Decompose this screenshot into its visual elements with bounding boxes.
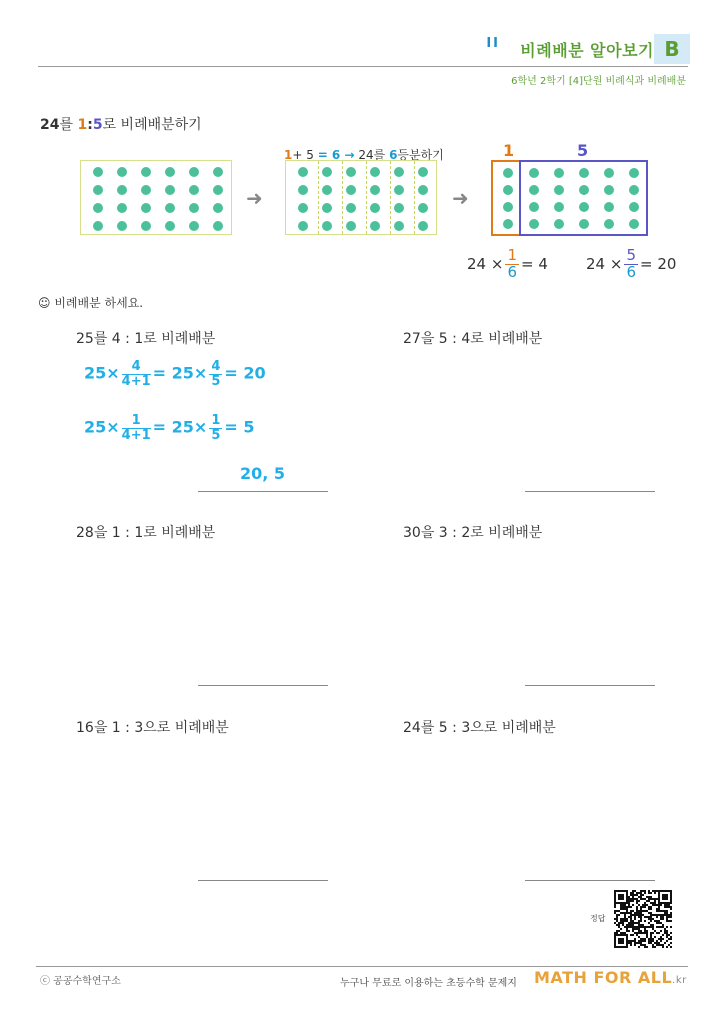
dot [394,221,404,231]
w2-mid: = 25× [152,417,208,437]
worked-line-2 [84,414,254,442]
column-divider [414,161,415,234]
dot [213,203,223,213]
dot [629,168,639,178]
dot [394,203,404,213]
dot-grid-split [285,160,437,235]
dot [141,221,151,231]
dot [93,203,103,213]
dot [189,167,199,177]
w1-n1: 4 [122,360,151,375]
dot [529,168,539,178]
dot [346,203,356,213]
column-divider [366,161,367,234]
formula2-rhs: = 20 [639,254,677,273]
w2-d2: 5 [211,427,221,443]
dot [579,202,589,212]
dot [604,185,614,195]
dot [165,221,175,231]
header-mark: II [486,36,500,51]
dot [604,219,614,229]
intro-a: 1 [77,117,88,133]
dot [529,219,539,229]
dot [298,221,308,231]
logo-suffix: .kr [672,975,687,986]
caption-six: 6 [389,148,398,162]
problem-1: 25를 4 : 1로 비례배분 [76,331,216,347]
w1-a: 25× [84,363,120,383]
column-divider [318,161,319,234]
footer-tagline: 누구나 무료로 이용하는 초등수학 문제지 [340,978,517,989]
fraction [122,414,151,442]
dot [370,167,380,177]
dot [165,167,175,177]
w2-a: 25× [84,417,120,437]
dot [346,167,356,177]
dot [93,221,103,231]
fraction [122,360,151,388]
dot [579,168,589,178]
formula1-den: 6 [507,262,517,281]
header-divider [38,66,688,67]
arrow-right-icon: ➜ [246,186,263,210]
dot [579,185,589,195]
level-badge: B [654,34,690,64]
dot [503,202,513,212]
page-subtitle: 6학년 2학기 [4]단원 비례식과 비례배분 [511,76,686,87]
answer-line-3[interactable] [198,685,328,686]
instruction: ☺ 비례배분 하세요. [38,296,144,310]
fraction [505,248,519,281]
intro-heading [40,114,202,134]
dot [322,203,332,213]
qr-code-icon[interactable] [614,890,672,948]
worked-line-1 [84,360,266,388]
caption-a: 1 [284,148,293,162]
dot [418,185,428,195]
dot [117,203,127,213]
fraction [209,414,222,442]
formula-part-one [467,248,548,281]
intro-colon: : [87,117,93,133]
page-title: 비례배분 알아보기 [520,41,654,60]
dot [93,185,103,195]
part-five-label: 5 [577,141,589,160]
dot [298,185,308,195]
intro-suffix: 로 비례배분하기 [102,117,202,133]
caption-plus: + 5 [292,148,314,162]
caption-eq: = 6 → [317,148,355,162]
dot [554,219,564,229]
intro-total: 24 [40,117,60,133]
dot [418,203,428,213]
dot [394,185,404,195]
formula-part-five [586,248,676,281]
problem-5: 16을 1 : 3으로 비례배분 [76,720,229,736]
caption-mid: 를 [373,148,386,162]
fraction [209,360,222,388]
dot-grid-full [80,160,232,235]
w2-d1: 4+1 [121,427,151,443]
dot [370,203,380,213]
dot [418,167,428,177]
dot [503,168,513,178]
dot [554,202,564,212]
dot [503,219,513,229]
dot [298,203,308,213]
part-one-label: 1 [503,141,515,160]
dot [141,185,151,195]
intro-particle: 를 [59,117,74,133]
dot [298,167,308,177]
w1-d1: 4+1 [121,373,151,389]
dot [189,221,199,231]
dot [117,167,127,177]
part-one-box [491,160,521,236]
qr-label: 정답 [590,914,606,923]
dot [346,185,356,195]
w2-n1: 1 [122,414,151,429]
answer-line-2[interactable] [525,491,655,492]
formula2-lhs: 24 × [586,254,623,273]
dot [189,185,199,195]
dot [213,167,223,177]
dot [604,168,614,178]
problem-6: 24를 5 : 3으로 비례배분 [403,720,556,736]
answer-line-4[interactable] [525,685,655,686]
formula2-num: 5 [626,246,636,264]
dot [117,185,127,195]
dot [346,221,356,231]
answer-line-1[interactable] [198,491,328,492]
w2-n2: 1 [211,413,221,428]
dot [213,185,223,195]
dot [370,221,380,231]
footer-divider [36,966,688,967]
footer-copyright: ⓒ 공공수학연구소 [40,976,121,987]
answer-line-6[interactable] [525,880,655,881]
dot [554,185,564,195]
problem-2: 27을 5 : 4로 비례배분 [403,331,543,347]
dot [189,203,199,213]
dot [165,185,175,195]
dot [503,185,513,195]
dot [93,167,103,177]
dot [213,221,223,231]
dot [370,185,380,195]
dot [418,221,428,231]
dot [117,221,127,231]
formula1-rhs: = 4 [520,254,548,273]
column-divider [342,161,343,234]
dot [165,203,175,213]
part-five-box [519,160,648,236]
caption-total: 24 [358,148,374,162]
formula1-lhs: 24 × [467,254,504,273]
fraction [624,248,638,281]
dot [322,221,332,231]
worked-answer: 20, 5 [240,464,286,483]
dot [629,219,639,229]
intro-b: 5 [92,117,103,133]
w1-d2: 5 [211,373,221,389]
column-divider [390,161,391,234]
dot [394,167,404,177]
logo-text: MATH FOR ALL [534,968,673,987]
formula2-den: 6 [626,262,636,281]
dot [554,168,564,178]
dot [141,167,151,177]
dot [604,202,614,212]
dot [529,185,539,195]
dot [322,185,332,195]
dot [529,202,539,212]
answer-line-5[interactable] [198,880,328,881]
dot [579,219,589,229]
problem-3: 28을 1 : 1로 비례배분 [76,525,216,541]
footer-logo [534,968,687,987]
w1-rhs: = 20 [224,363,266,383]
w1-n2: 4 [211,359,221,374]
dot [629,202,639,212]
dot [322,167,332,177]
problem-4: 30을 3 : 2로 비례배분 [403,525,543,541]
caption-end: 등분하기 [397,148,444,162]
arrow-right-icon: ➜ [452,186,469,210]
formula1-num: 1 [507,246,517,264]
w2-rhs: = 5 [224,417,255,437]
dot [629,185,639,195]
w1-mid: = 25× [152,363,208,383]
dot [141,203,151,213]
